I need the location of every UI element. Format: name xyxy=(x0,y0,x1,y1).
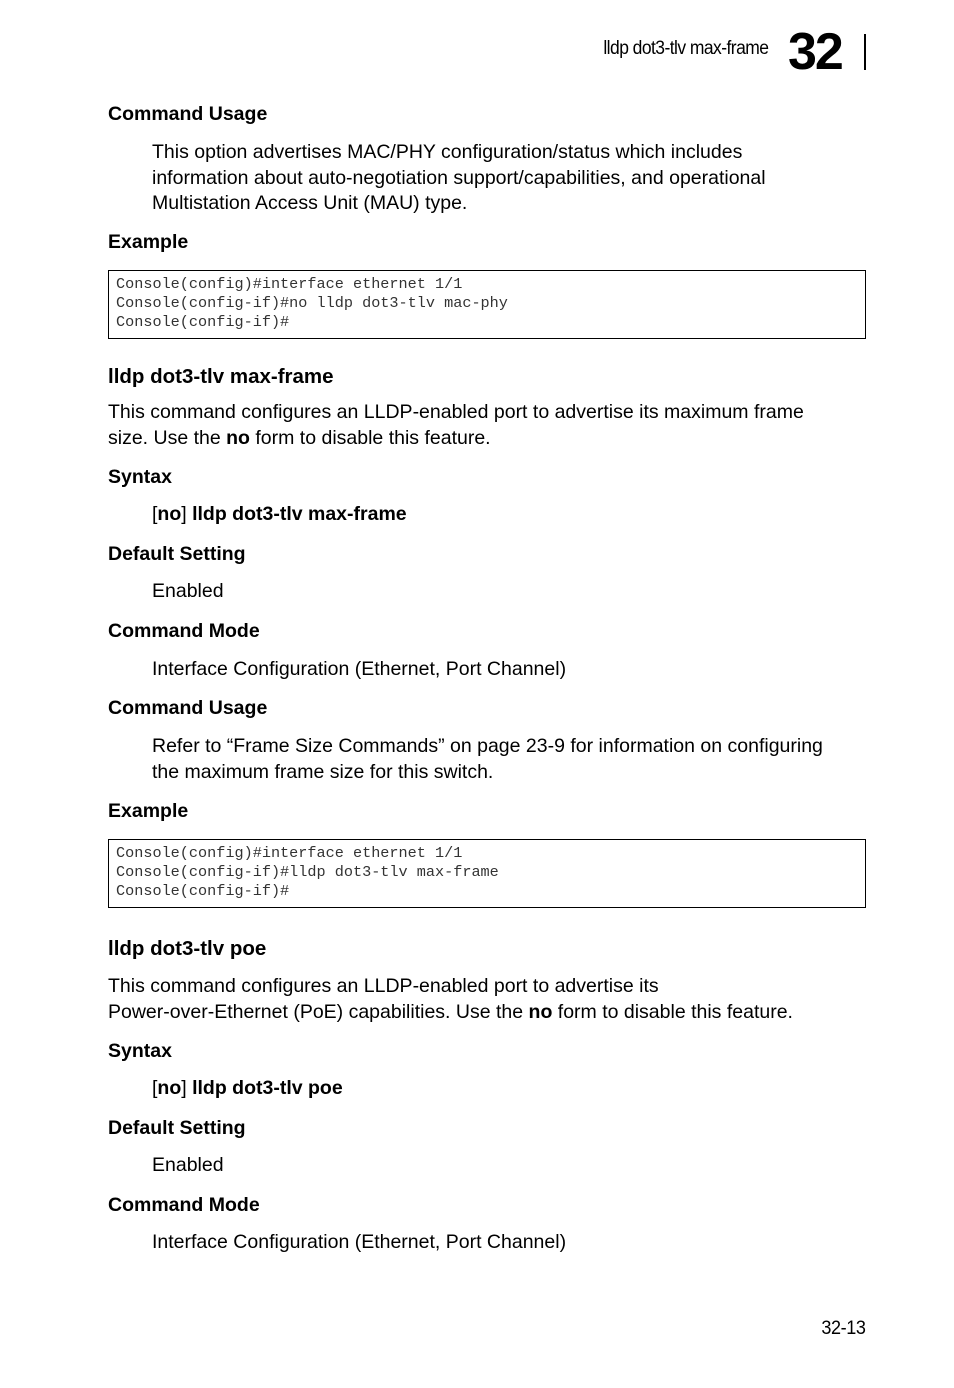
description-line: size. Use the no form to disable this feature. xyxy=(108,426,491,449)
syntax-command: lldp dot3-tlv max-frame xyxy=(192,503,407,525)
running-title: lldp dot3-tlv max-frame xyxy=(602,38,768,59)
command-mode-value: Interface Configuration (Ethernet, Port Channel) xyxy=(152,1231,567,1253)
max-frame-description xyxy=(108,400,804,451)
page-number: 32-13 xyxy=(821,1318,866,1339)
no-keyword: no xyxy=(226,426,250,449)
poe-description xyxy=(108,974,793,1025)
syntax-line: [no] lldp dot3-tlv poe xyxy=(152,1077,343,1099)
code-line: Console(config)#interface ethernet 1/1 xyxy=(116,275,463,293)
command-usage-heading: Command Usage xyxy=(108,697,268,719)
default-setting-value: Enabled xyxy=(152,1154,224,1176)
command-title-max-frame: lldp dot3-tlv max-frame xyxy=(108,365,334,388)
code-line: Console(config-if)#lldp dot3-tlv max-frame xyxy=(116,863,499,881)
description-line: This command configures an LLDP-enabled port to advertise its xyxy=(108,975,659,997)
description-line: This command configures an LLDP-enabled port to advertise its maximum frame xyxy=(108,401,804,423)
syntax-heading: Syntax xyxy=(108,466,172,488)
usage-line: This option advertises MAC/PHY configuration/status which includes xyxy=(152,141,743,163)
syntax-command: lldp dot3-tlv poe xyxy=(192,1077,343,1099)
command-mode-value: Interface Configuration (Ethernet, Port Channel) xyxy=(152,658,567,680)
code-line: Console(config)#interface ethernet 1/1 xyxy=(116,844,463,862)
description-line: Power-over-Ethernet (PoE) capabilities. Use the no form to disable this feature. xyxy=(108,1000,793,1023)
code-example-box xyxy=(108,839,866,908)
command-mode-heading: Command Mode xyxy=(108,620,260,642)
usage-line: Multistation Access Unit (MAU) type. xyxy=(152,192,468,214)
syntax-line: [no] lldp dot3-tlv max-frame xyxy=(152,503,407,525)
example-heading: Example xyxy=(108,800,189,822)
default-setting-heading: Default Setting xyxy=(108,543,246,565)
usage-line: information about auto-negotiation support/capabilities, and operational xyxy=(152,166,766,189)
command-usage-text xyxy=(152,140,766,217)
default-setting-heading: Default Setting xyxy=(108,1117,246,1139)
command-mode-heading: Command Mode xyxy=(108,1194,260,1216)
no-keyword: no xyxy=(528,1000,553,1023)
code-line: Console(config-if)#no lldp dot3-tlv mac-phy xyxy=(116,294,508,312)
code-line: Console(config-if)# xyxy=(116,882,290,900)
chapter-divider xyxy=(864,34,866,70)
code-example-box xyxy=(108,270,866,339)
usage-line: the maximum frame size for this switch. xyxy=(152,760,494,783)
command-usage-heading: Command Usage xyxy=(108,103,268,125)
command-title-poe: lldp dot3-tlv poe xyxy=(108,937,267,960)
chapter-number: 32 xyxy=(788,23,842,81)
code-line: Console(config-if)# xyxy=(116,313,290,331)
command-usage-text xyxy=(152,734,823,785)
default-setting-value: Enabled xyxy=(152,580,224,602)
example-heading: Example xyxy=(108,231,189,253)
syntax-heading: Syntax xyxy=(108,1040,172,1062)
usage-line: Refer to “Frame Size Commands” on page 23-9 for information on configuring xyxy=(152,735,823,757)
